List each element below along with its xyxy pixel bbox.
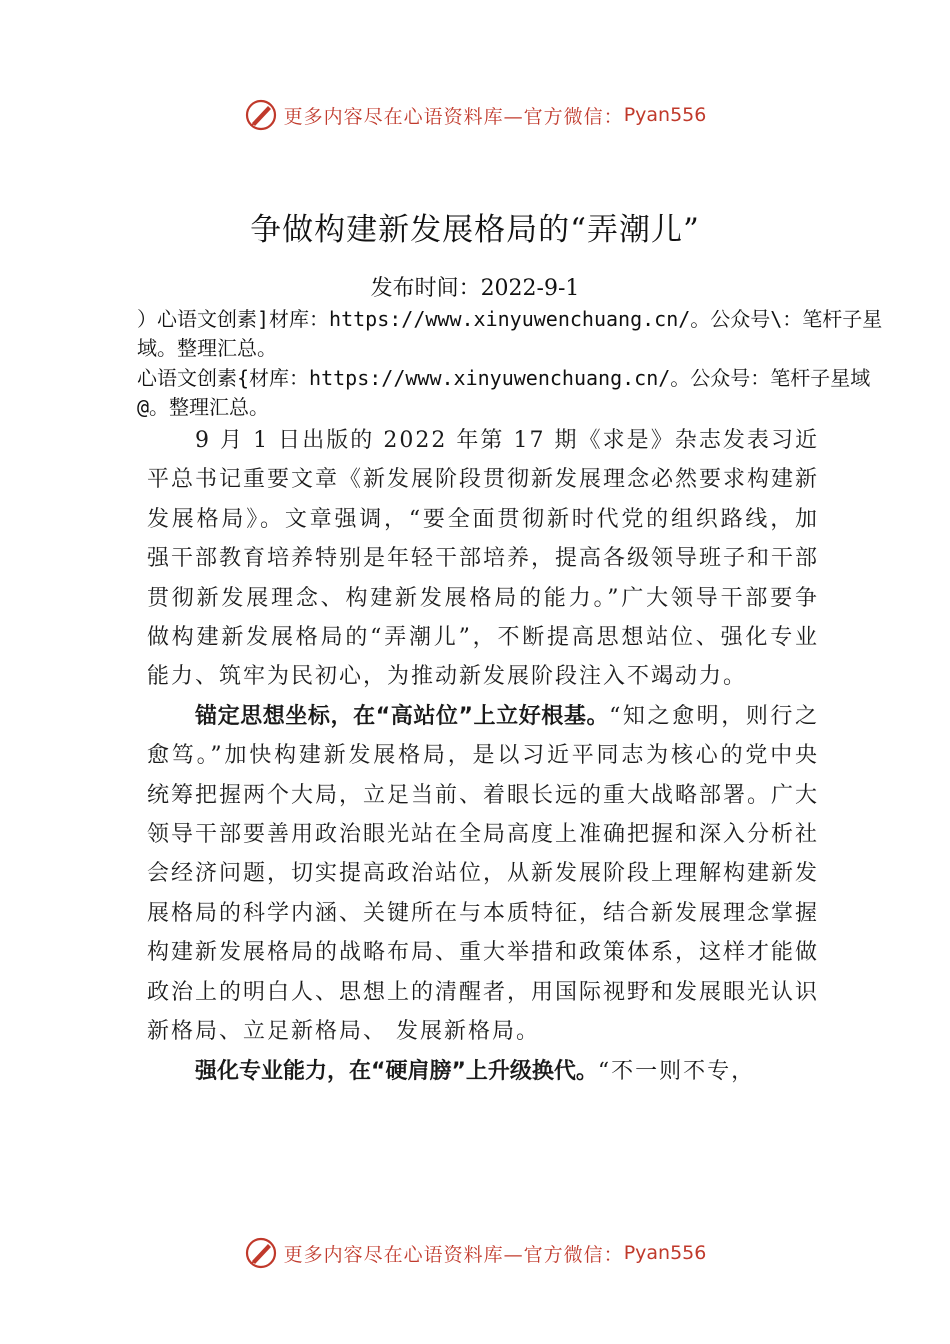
article-title: 争做构建新发展格局的“弄潮儿” bbox=[250, 212, 700, 248]
banner-separator: —官方微信： bbox=[503, 105, 624, 128]
publish-date: 发布时间：2022-9-1 bbox=[370, 276, 580, 301]
banner-text: 更多内容尽在心语资料库 bbox=[283, 1243, 504, 1266]
paragraph-2 bbox=[147, 697, 819, 1052]
paragraph-text: “不一则不专， bbox=[597, 1058, 756, 1084]
paragraph-text: “知之愈明，则行之愈笃。”加快构建新发展格局，是以习近平同志为核心的党中央统筹把握两个大局，立足当前、着眼长远的重大战略部署。广大领导干部要善用政治眼光站在全局高度上准确把握和深入分析社会经济问题，切实提高政治站位，从新发展阶段上理解构建新发展格局的科学内涵、关键所在与本质特征，结合新发展理念掌握构建新发展格局的战略布局、重大举措和政策体系，这样才能做政治上的明白人、思想上的清醒者，用国际视野和发展眼光认识新格局、立足新格局、 发展新格局。 bbox=[147, 703, 820, 1045]
header-banner bbox=[0, 95, 950, 135]
pen-logo-icon bbox=[244, 98, 278, 132]
banner-wechat: Pyan556 bbox=[623, 1242, 707, 1264]
banner-separator: —官方微信： bbox=[503, 1243, 624, 1266]
source-note-1: ）心语文创素]材库：https://www.xinyuwenchuang.cn/。公众号\：笔杆子星域。整理汇总。 bbox=[137, 307, 883, 360]
source-note-2: 心语文创素{材库：https://www.xinyuwenchuang.cn/。公众号：笔杆子星域@。整理汇总。 bbox=[137, 366, 871, 419]
paragraph-text: 9 月 1 日出版的 2022 年第 17 期《求是》杂志发表习近平总书记重要文章《新发展阶段贯彻新发展理念必然要求构建新发展格局》。文章强调，“要全面贯彻新时代党的组织路线，加强干部教育培养特别是年轻干部培养，提高各级领导班子和干部贯彻新发展理念、构建新发展格局的能力。”广大领导干部要争做构建新发展格局的“弄潮儿”，不断提高思想站位、强化专业能力、筑牢为民初心，为推动新发展阶段注入不竭动力。 bbox=[147, 428, 820, 690]
footer-banner bbox=[0, 1233, 950, 1273]
article-body bbox=[147, 421, 819, 1091]
paragraph-1 bbox=[147, 421, 819, 697]
banner-wechat: Pyan556 bbox=[623, 104, 707, 126]
banner-text: 更多内容尽在心语资料库 bbox=[283, 105, 504, 128]
paragraph-3 bbox=[147, 1052, 819, 1091]
pen-logo-icon bbox=[244, 1236, 278, 1270]
paragraph-lead: 锚定思想坐标，在“高站位”上立好根基。 bbox=[195, 703, 610, 729]
paragraph-lead: 强化专业能力，在“硬肩膀”上升级换代。 bbox=[195, 1058, 598, 1084]
